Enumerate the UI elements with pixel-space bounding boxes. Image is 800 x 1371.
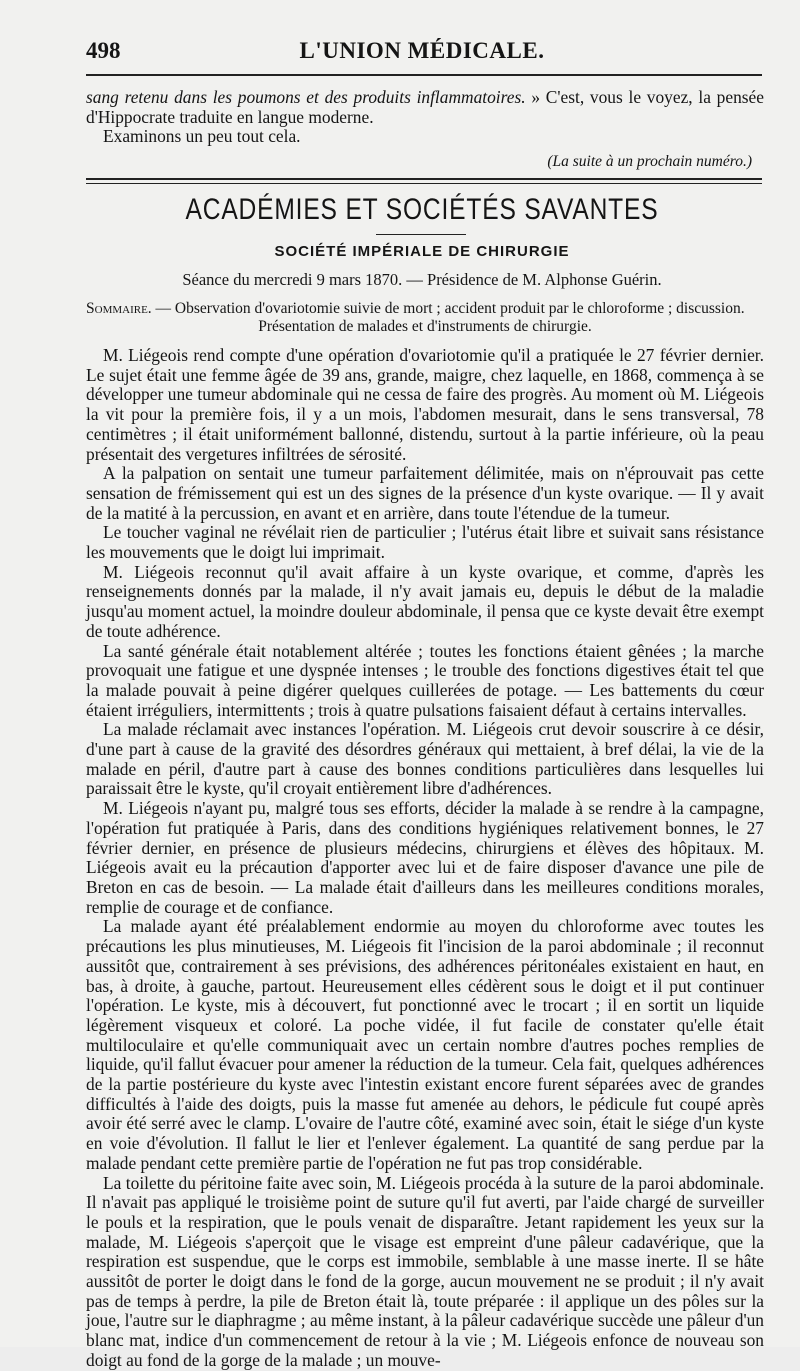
continuation-text: sang retenu dans les poumons et des produits inflammatoires. » C'est, vous le voyez, la pensée d'Hippocrate traduite en langue moderne.	[86, 87, 764, 127]
session-report	[86, 346, 764, 1371]
running-header	[86, 38, 758, 68]
section-double-rule-top	[86, 178, 762, 180]
page-number: 498	[86, 38, 121, 63]
paragraph: La santé générale était notablement altérée ; toutes les fonctions étaient gênées ; la marche provoquait une fatigue et une dyspnée intenses ; le trouble des fonctions digestives était tel que la malade pouvait à peine digérer quelques cuillerées de potage. — Les battements du cœur étaient irréguliers, intermittents ; trois à quatre pulsations faisaient défaut à certains intervalles.	[86, 640, 764, 720]
sommaire-line-2: Présentation de malades et d'instruments de chirurgie.	[258, 318, 592, 335]
paragraph: A la palpation on sentait une tumeur parfaitement délimitée, mais on n'éprouvait pas cette sensation de frémissement qui est un des signes de la présence d'un kyste ovarique. — Il y avait de la matité à la percussion, en avant et en arrière, dans toute l'étendue de la tumeur.	[86, 463, 764, 523]
paragraph: M. Liégeois reconnut qu'il avait affaire à un kyste ovarique, et comme, d'après les renseignements donnés par la malade, il n'y avait jamais eu, depuis le début de la maladie jusqu'au moment actuel, la moindre douleur abdominale, il pensa que ce kyste devait être exempt de toute adhérence.	[86, 561, 764, 641]
paragraph: La toilette du péritoine faite avec soin, M. Liégeois procéda à la suture de la paroi abdominale. Il n'avait pas appliqué le troisième point de suture qu'il fut averti, par l'aide chargé de surveiller le pouls et la respiration, que le pouls venait de disparaître. Jetant rapidement les yeux sur la malade, M. Liégeois s'aperçoit que le visage est empreint d'une pâleur cadavérique, que la respiration est suspendue, que le corps est immobile, semblable à une masse inerte. Il se hâte aussitôt de porter le doigt dans le fond de la gorge, aucun mouvement ne se produit ; il n'y avait pas de temps à perdre, la pile de Breton était là, toute préparée : il applique un des pôles sur la joue, l'autre sur le diaphragme ; au même instant, à la pâleur cadavérique succède une pâleur d'un blanc mat, indice d'un commencement de retour à la vie ; M. Liégeois enfonce de nouveau son doigt au fond de la gorge de la malade ; un mouve-	[86, 1172, 764, 1370]
sommaire	[86, 300, 764, 336]
to-be-continued-note: (La suite à un prochain numéro.)	[547, 153, 752, 171]
paragraph: La malade réclamait avec instances l'opération. M. Liégeois crut devoir souscrire à ce désir, d'une part à cause de la gravité des désordres généraux qui mettaient, à bref délai, la vie de la malade en péril, d'autre part à cause des bonnes conditions particulières dans lesquelles lui paraissait être le kyste, qu'il croyait entièrement libre d'adhérences.	[86, 719, 764, 799]
section-title: ACADÉMIES ET SOCIÉTÉS SAVANTES	[185, 193, 659, 226]
sommaire-line-1: — Observation d'ovariotomie suivie de mort ; accident produit par le chloroforme ; discussion.	[151, 300, 745, 317]
seance-line: Séance du mercredi 9 mars 1870. — Présidence de M. Alphonse Guérin.	[182, 270, 662, 289]
journal-title: L'UNION MÉDICALE.	[299, 38, 545, 63]
continuation-line: Examinons un peu tout cela.	[103, 126, 301, 147]
header-rule	[86, 74, 762, 76]
paragraph: La malade ayant été préalablement endormie au moyen du chloroforme avec toutes les précautions les plus minutieuses, M. Liégeois fit l'incision de la paroi abdominale ; il reconnut aussitôt que, contrairement à ses prévisions, des adhérences péritonéales existaient en haut, en bas, à droite, à gauche, partout. Heureusement elles cédèrent sous le doigt et il put continuer l'opération. Le kyste, mis à découvert, fut ponctionné avec le trocart ; il en sortit un liquide légèrement visqueux et coloré. La poche vidée, il fut facile de constater qu'elle était multiloculaire et qu'elle communiquait avec un certain nombre d'autres poches remplies de liquide, qu'il fallut évacuer pour amener la réduction de la tumeur. Cela fait, quelques adhérences de la partie postérieure du kyste avec l'intestin existant encore furent séparées avec de grandes difficultés à l'aide des doigts, puis la masse fut amenée au dehors, le pédicule fut coupé après avoir été serré avec le clamp. L'ovaire de l'autre côté, examiné avec soin, était le siége d'un kyste en voie d'évolution. Il fallut le lier et l'enlever également. La quantité de sang perdue par la malade pendant cette première partie de l'opération ne fut pas trop considérable.	[86, 916, 764, 1173]
section-double-rule-bottom	[86, 183, 762, 184]
title-rule	[376, 234, 466, 235]
previous-article-continuation	[86, 88, 764, 171]
sommaire-label: Sommaire.	[86, 300, 152, 317]
paragraph: M. Liégeois n'ayant pu, malgré tous ses efforts, décider la malade à se rendre à la campagne, l'opération fut pratiquée à Paris, dans des conditions hygiéniques relativement bonnes, le 27 février dernier, en présence de plusieurs médecins, chirurgiens et élèves des hôpitaux. M. Liégeois avait eu la précaution d'apporter avec lui et de faire disposer d'avance une pile de Breton en cas de besoin. — La malade était d'ailleurs dans les meilleures conditions morales, remplie de courage et de confiance.	[86, 798, 764, 917]
paragraph: Le toucher vaginal ne révélait rien de particulier ; l'utérus était libre et suivait sans résistance les mouvements que le doigt lui imprimait.	[86, 522, 764, 563]
paragraph: M. Liégeois rend compte d'une opération d'ovariotomie qu'il a pratiquée le 27 février dernier. Le sujet était une femme âgée de 39 ans, grande, maigre, chez laquelle, en 1868, commença à se développer une tumeur abdominale qui ne cessa de faire des progrès. Au moment où M. Liégeois la vit pour la première fois, il y a un mois, l'abdomen mesurait, dans le sens transversal, 78 centimètres ; il était uniformément ballonné, distendu, surtout à la partie inférieure, où la peau présentait des vergetures infiltrées de sérosité.	[86, 345, 764, 464]
society-name: SOCIÉTÉ IMPÉRIALE DE CHIRURGIE	[274, 243, 570, 260]
